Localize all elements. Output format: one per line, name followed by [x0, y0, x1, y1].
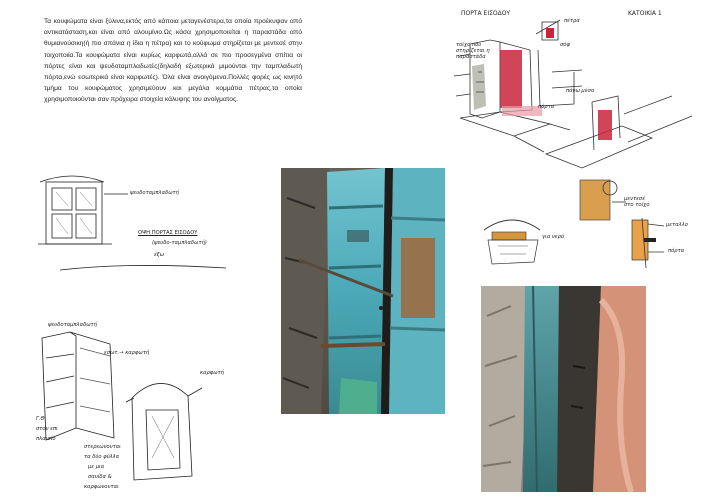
side-note-3: πλαισίο — [36, 436, 56, 442]
side-note-2: στον επι — [36, 426, 58, 432]
door-photo-center-image — [281, 168, 445, 414]
caption-outside: έξω — [154, 252, 165, 258]
caption-entrance: ΟΨΗ ΠΟΡΤΑΣ ΕΙΣΟΔΟΥ — [138, 230, 198, 236]
nailed-label: καρφωτή — [200, 370, 224, 376]
sof-label: σόφ — [560, 42, 570, 48]
hinge-label: μεντεσέ στο τοίχο — [624, 196, 650, 208]
interior-door-sketch — [30, 318, 230, 500]
jamb-note-label: τοίχο που στηρίζεται η παραστάδα — [456, 42, 490, 60]
water-label: για νερό — [542, 234, 565, 240]
description-paragraph: Τα κουφώματα είναι ξύλινα,εκτός από κάποια μεταγενέστερα,τα οποία προέκυψαν από αντικατάσταση,και είναι από αλουμίνιο.Ως κάσα χρησιμοποιείται η παραστάδα από θυμιανούσικη(ή πιο σπάνια η ίδια η πέτρα) και το κούφωμα στηρίζεται με μεντεσέ στην τοιχοποιία.Τα κουφώματα είναι κυρίως καρφωτά,αλλά σε πιο προσεγμένα σπίτια οι πόρτες είναι και ψευδοταμπλαδωτές(δηλαδή εξωτερικά μιμούνται την ταμπλαδωτή πόρτα,ενώ εσωτερικά είναι καρφωτές). Όλα είναι ανοιγόμενα.Πολλές φορές ως κινητό τμήμα του κουφώματος χρησιμεύουν και μεγάλα κομμάτια πέτρας,τα οποία χρησιμοποιούνται σαν πρόχειρα στοιχεία κάλυψης του ανοίγματος. — [44, 18, 302, 104]
side-note-1: Γ.Θ. — [36, 416, 47, 422]
pseudo-panel-label: ψευδοταμπλαδωτή — [48, 322, 97, 328]
door-photo-right-image — [481, 286, 646, 492]
entrance-door-sketch — [442, 6, 702, 276]
facade-door-sketch — [30, 168, 230, 278]
panel-label: ψευδοταμπλαδωτή — [130, 190, 179, 196]
caption-type: (ψευδο-ταμπλαδωτή) — [152, 240, 207, 246]
inner-top-label: πάνω μέσα — [566, 88, 595, 94]
door-photo-right — [481, 286, 646, 492]
fix-note-5: καρφώνονται — [84, 484, 119, 490]
fix-note-1: στερεώνονται — [84, 444, 121, 450]
door-label: πόρτα — [538, 104, 555, 110]
door-label-2: πόρτα — [668, 248, 685, 254]
category-label: ΚΑΤΟΙΚΙΑ 1 — [628, 10, 662, 17]
fix-note-4: σανίδα & — [88, 474, 112, 480]
facade-door-drawing — [30, 168, 230, 278]
metal-label: μεταλλο — [666, 222, 688, 228]
door-photo-center — [281, 168, 445, 414]
interior-door-drawing — [30, 318, 230, 500]
stone-label: πέτρα — [564, 18, 580, 24]
fix-note-3: με μια — [88, 464, 105, 470]
nailed-inside-label: εσωτ.→ καρφωτή — [104, 350, 150, 356]
fix-note-2: τα δύο φύλλα — [84, 454, 120, 460]
entrance-door-title: ΠΟΡΤΑ ΕΙΣΟΔΟΥ — [461, 10, 511, 17]
